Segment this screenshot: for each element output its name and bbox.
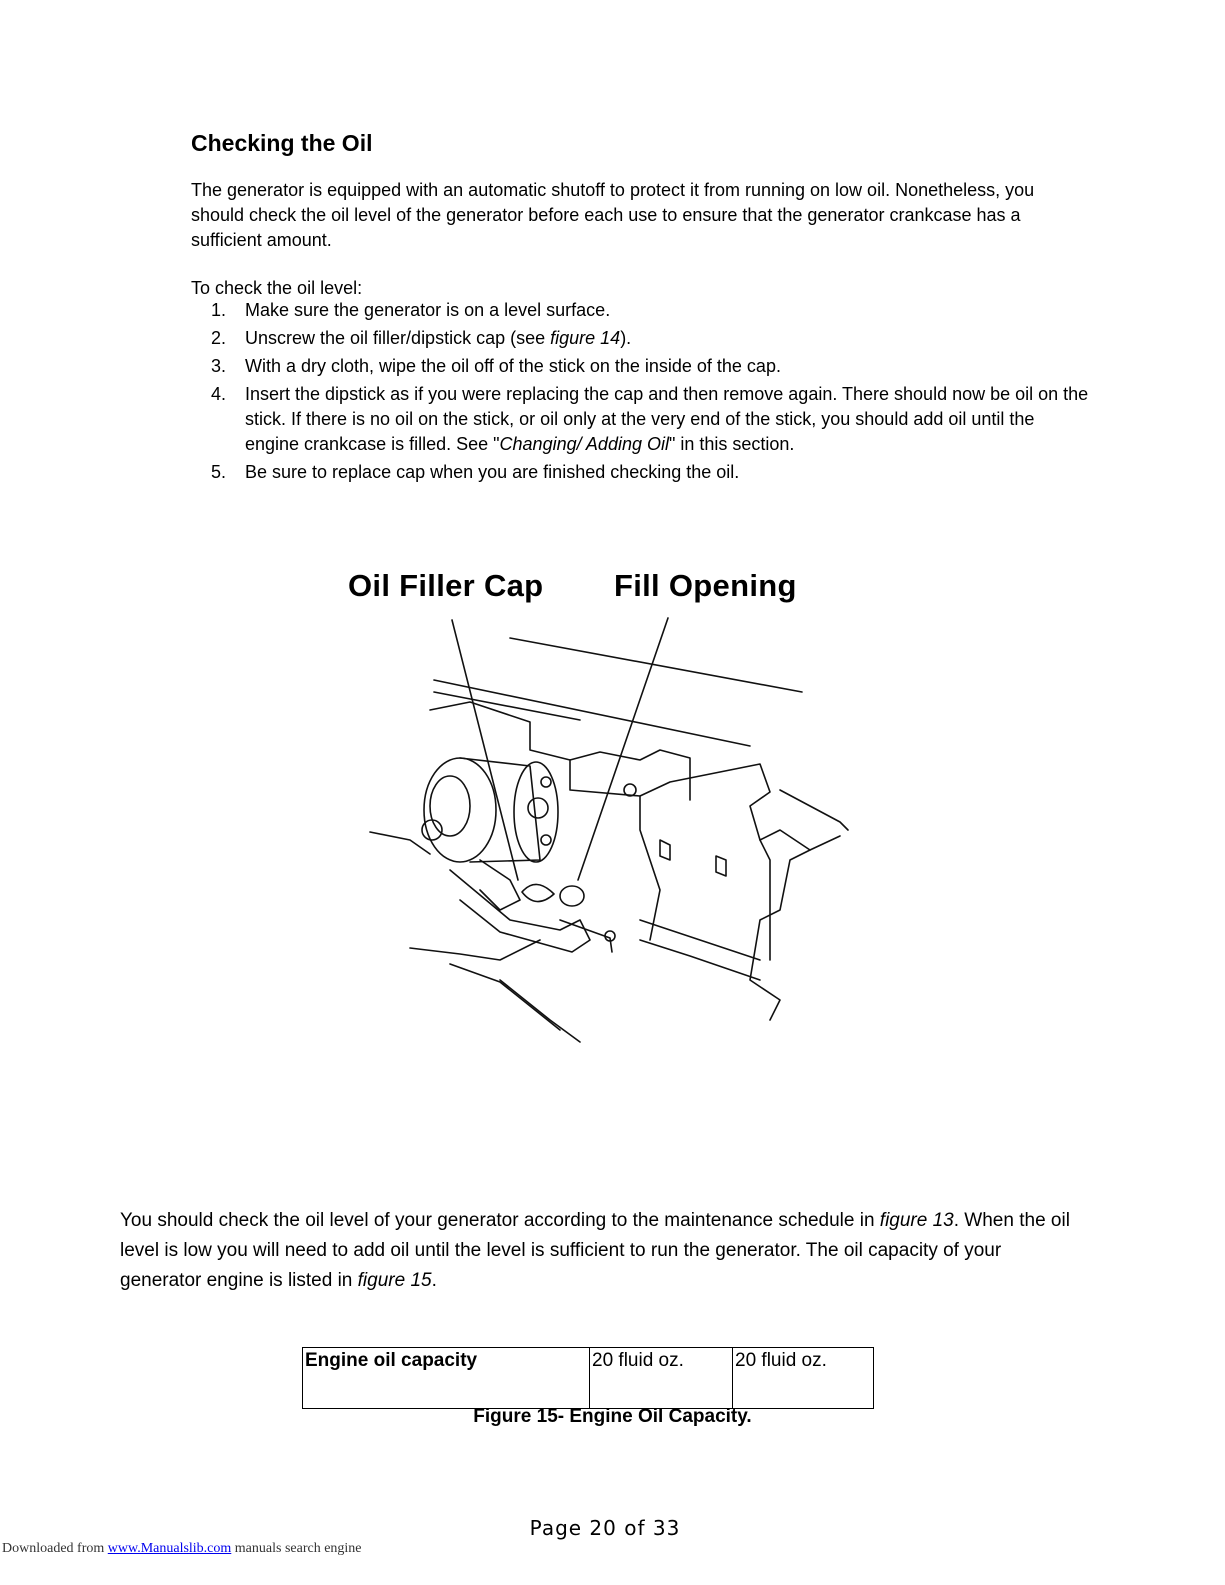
- download-footer: [2, 1541, 362, 1557]
- paragraph-text: You should check the oil level of your generator according to the maintenance schedule in: [120, 1210, 880, 1231]
- paragraph-text: . When the oil level is low you will need to add oil until the level is sufficient to run the generator. The oil capacity of your generator engine is listed in: [120, 1210, 1070, 1291]
- engine-illustration: [340, 560, 860, 1050]
- table-row: [303, 1348, 874, 1409]
- intro-paragraph: The generator is equipped with an automatic shutoff to protect it from running on low oil. Nonetheless, you should check the oil level of the generator before each use to ensure that the generator crankcase has a sufficient amount.: [191, 180, 1035, 250]
- table-cell-label: Engine oil capacity: [303, 1348, 590, 1409]
- table-cell-value: 20 fluid oz.: [733, 1348, 874, 1409]
- engine-drawing: [340, 560, 860, 1050]
- figure-reference: figure 15: [357, 1270, 432, 1291]
- footer-prefix: Downloaded from: [2, 1541, 108, 1556]
- leader-line-opening: [578, 618, 668, 880]
- fill-opening-label: Fill Opening: [614, 568, 797, 603]
- step-text: Unscrew the oil filler/dipstick cap (see: [245, 328, 551, 348]
- step-number: 5.: [211, 462, 227, 482]
- steps-lead: To check the oil level:: [191, 278, 363, 298]
- leader-line-cap: [452, 620, 518, 880]
- footer-suffix: manuals search engine: [231, 1541, 362, 1556]
- figure-caption: Figure 15- Engine Oil Capacity.: [473, 1406, 752, 1427]
- manualslib-link[interactable]: www.Manualslib.com: [107, 1541, 232, 1556]
- step-number: 3.: [211, 356, 227, 376]
- figure-reference: figure 13: [879, 1210, 954, 1231]
- oil-filler-cap-label: Oil Filler Cap: [348, 568, 544, 603]
- step-number: 4.: [211, 384, 227, 404]
- page-number: Page 20 of 33: [529, 1516, 681, 1540]
- table-cell-value: 20 fluid oz.: [590, 1348, 733, 1409]
- list-item: [191, 354, 1091, 379]
- list-item: [191, 460, 1091, 485]
- oil-capacity-table: [302, 1347, 874, 1409]
- paragraph-text: .: [431, 1270, 437, 1291]
- step-text: With a dry cloth, wipe the oil off of the stick on the inside of the cap.: [245, 356, 781, 376]
- step-text: Make sure the generator is on a level surface.: [245, 300, 611, 320]
- list-item: [191, 298, 1091, 323]
- section-reference: Changing/ Adding Oil: [499, 434, 669, 454]
- step-text-end: ).: [620, 328, 632, 348]
- capacity-paragraph: [120, 1206, 1080, 1296]
- step-text: Be sure to replace cap when you are finished checking the oil.: [245, 462, 740, 482]
- step-number: 1.: [211, 300, 227, 320]
- figure-reference: figure 14: [550, 328, 621, 348]
- step-text: Insert the dipstick as if you were replacing the cap and then remove again. There should now be oil on the stick. If there is no oil on the stick, or oil only at the very end of the stick, you should add oil until the engine crankcase is filled. See ": [245, 384, 1089, 454]
- step-text-end: " in this section.: [668, 434, 795, 454]
- step-number: 2.: [211, 328, 227, 348]
- list-item: [191, 382, 1091, 457]
- steps-list: [191, 298, 1091, 488]
- section-title: Checking the Oil: [191, 130, 373, 156]
- list-item: [191, 326, 1091, 351]
